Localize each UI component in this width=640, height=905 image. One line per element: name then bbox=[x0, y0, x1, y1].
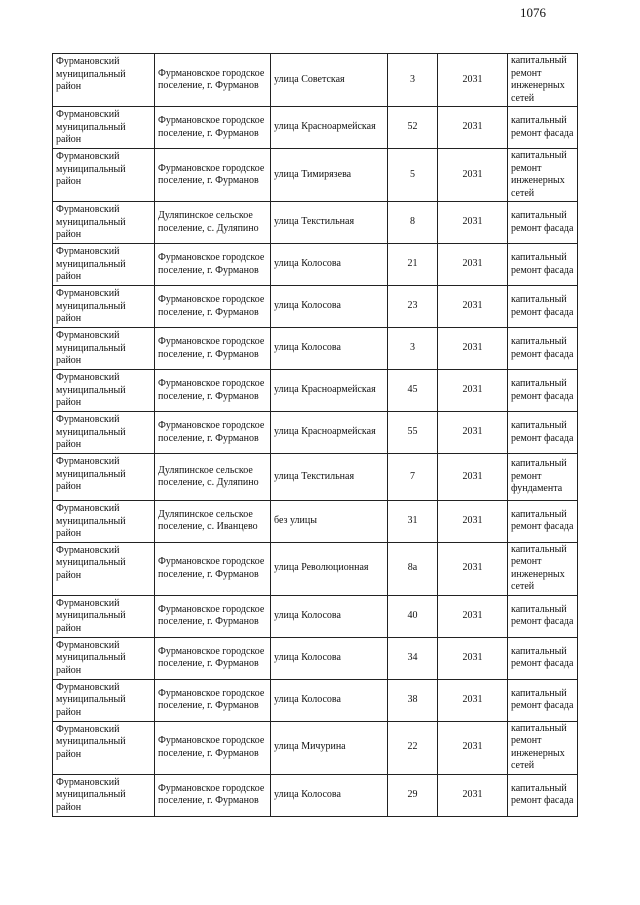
house-number-cell: 3 bbox=[388, 328, 438, 370]
work-type-cell: капитальный ремонт фасада bbox=[508, 679, 578, 721]
work-type-cell: капитальный ремонт фасада bbox=[508, 595, 578, 637]
year-cell: 2031 bbox=[438, 149, 508, 202]
table-row bbox=[53, 774, 578, 816]
year-cell: 2031 bbox=[438, 202, 508, 244]
table-row bbox=[53, 542, 578, 595]
work-type-cell: капитальный ремонт фасада bbox=[508, 637, 578, 679]
settlement-cell: Фурмановское городское поселение, г. Фурманов bbox=[155, 286, 271, 328]
settlement-cell: Фурмановское городское поселение, г. Фурманов bbox=[155, 149, 271, 202]
table-row bbox=[53, 244, 578, 286]
municipality-cell: Фурмановский муниципальный район bbox=[53, 370, 155, 412]
table-body bbox=[53, 54, 578, 817]
year-cell: 2031 bbox=[438, 501, 508, 543]
settlement-cell: Фурмановское городское поселение, г. Фурманов bbox=[155, 412, 271, 454]
year-cell: 2031 bbox=[438, 454, 508, 501]
municipality-cell: Фурмановский муниципальный район bbox=[53, 412, 155, 454]
year-cell: 2031 bbox=[438, 679, 508, 721]
year-cell: 2031 bbox=[438, 54, 508, 107]
settlement-cell: Фурмановское городское поселение, г. Фурманов bbox=[155, 595, 271, 637]
settlement-cell: Фурмановское городское поселение, г. Фурманов bbox=[155, 370, 271, 412]
municipality-cell: Фурмановский муниципальный район bbox=[53, 328, 155, 370]
house-number-cell: 3 bbox=[388, 54, 438, 107]
work-type-cell: капитальный ремонт фасада bbox=[508, 412, 578, 454]
settlement-cell: Фурмановское городское поселение, г. Фурманов bbox=[155, 54, 271, 107]
municipality-cell: Фурмановский муниципальный район bbox=[53, 202, 155, 244]
year-cell: 2031 bbox=[438, 774, 508, 816]
street-cell: улица Красноармейская bbox=[271, 370, 388, 412]
municipality-cell: Фурмановский муниципальный район bbox=[53, 501, 155, 543]
street-cell: улица Красноармейская bbox=[271, 107, 388, 149]
work-type-cell: капитальный ремонт фасада bbox=[508, 774, 578, 816]
street-cell: без улицы bbox=[271, 501, 388, 543]
house-number-cell: 34 bbox=[388, 637, 438, 679]
work-type-cell: капитальный ремонт фасада bbox=[508, 370, 578, 412]
table-row bbox=[53, 454, 578, 501]
municipality-cell: Фурмановский муниципальный район bbox=[53, 595, 155, 637]
house-number-cell: 7 bbox=[388, 454, 438, 501]
street-cell: улица Колосова bbox=[271, 595, 388, 637]
house-number-cell: 52 bbox=[388, 107, 438, 149]
settlement-cell: Дуляпинское сельское поселение, с. Дуляпино bbox=[155, 454, 271, 501]
year-cell: 2031 bbox=[438, 107, 508, 149]
house-number-cell: 5 bbox=[388, 149, 438, 202]
table-row bbox=[53, 370, 578, 412]
house-number-cell: 29 bbox=[388, 774, 438, 816]
house-number-cell: 55 bbox=[388, 412, 438, 454]
street-cell: улица Красноармейская bbox=[271, 412, 388, 454]
year-cell: 2031 bbox=[438, 286, 508, 328]
municipality-cell: Фурмановский муниципальный район bbox=[53, 721, 155, 774]
housing-repair-table bbox=[52, 53, 578, 817]
municipality-cell: Фурмановский муниципальный район bbox=[53, 149, 155, 202]
settlement-cell: Фурмановское городское поселение, г. Фурманов bbox=[155, 721, 271, 774]
year-cell: 2031 bbox=[438, 412, 508, 454]
work-type-cell: капитальный ремонт фасада bbox=[508, 107, 578, 149]
table-row bbox=[53, 202, 578, 244]
table-row bbox=[53, 595, 578, 637]
settlement-cell: Фурмановское городское поселение, г. Фурманов bbox=[155, 542, 271, 595]
house-number-cell: 8 bbox=[388, 202, 438, 244]
work-type-cell: капитальный ремонт инженерных сетей bbox=[508, 542, 578, 595]
work-type-cell: капитальный ремонт фасада bbox=[508, 244, 578, 286]
work-type-cell: капитальный ремонт фундамента bbox=[508, 454, 578, 501]
municipality-cell: Фурмановский муниципальный район bbox=[53, 454, 155, 501]
settlement-cell: Дуляпинское сельское поселение, с. Иванцево bbox=[155, 501, 271, 543]
house-number-cell: 40 bbox=[388, 595, 438, 637]
street-cell: улица Революционная bbox=[271, 542, 388, 595]
table-row bbox=[53, 721, 578, 774]
table-row bbox=[53, 286, 578, 328]
street-cell: улица Тимирязева bbox=[271, 149, 388, 202]
work-type-cell: капитальный ремонт инженерных сетей bbox=[508, 721, 578, 774]
work-type-cell: капитальный ремонт инженерных сетей bbox=[508, 149, 578, 202]
municipality-cell: Фурмановский муниципальный район bbox=[53, 679, 155, 721]
house-number-cell: 38 bbox=[388, 679, 438, 721]
house-number-cell: 8а bbox=[388, 542, 438, 595]
work-type-cell: капитальный ремонт фасада bbox=[508, 501, 578, 543]
street-cell: улица Колосова bbox=[271, 774, 388, 816]
year-cell: 2031 bbox=[438, 244, 508, 286]
house-number-cell: 45 bbox=[388, 370, 438, 412]
municipality-cell: Фурмановский муниципальный район bbox=[53, 542, 155, 595]
house-number-cell: 22 bbox=[388, 721, 438, 774]
street-cell: улица Колосова bbox=[271, 637, 388, 679]
table-row bbox=[53, 54, 578, 107]
year-cell: 2031 bbox=[438, 542, 508, 595]
year-cell: 2031 bbox=[438, 595, 508, 637]
work-type-cell: капитальный ремонт фасада bbox=[508, 286, 578, 328]
settlement-cell: Фурмановское городское поселение, г. Фурманов bbox=[155, 774, 271, 816]
table-row bbox=[53, 107, 578, 149]
settlement-cell: Фурмановское городское поселение, г. Фурманов bbox=[155, 107, 271, 149]
street-cell: улица Колосова bbox=[271, 679, 388, 721]
year-cell: 2031 bbox=[438, 721, 508, 774]
table-row bbox=[53, 412, 578, 454]
municipality-cell: Фурмановский муниципальный район bbox=[53, 54, 155, 107]
settlement-cell: Дуляпинское сельское поселение, с. Дуляпино bbox=[155, 202, 271, 244]
street-cell: улица Колосова bbox=[271, 286, 388, 328]
municipality-cell: Фурмановский муниципальный район bbox=[53, 637, 155, 679]
street-cell: улица Мичурина bbox=[271, 721, 388, 774]
page-number: 1076 bbox=[520, 5, 546, 20]
year-cell: 2031 bbox=[438, 328, 508, 370]
table-row bbox=[53, 328, 578, 370]
municipality-cell: Фурмановский муниципальный район bbox=[53, 286, 155, 328]
municipality-cell: Фурмановский муниципальный район bbox=[53, 774, 155, 816]
table-row bbox=[53, 501, 578, 543]
house-number-cell: 31 bbox=[388, 501, 438, 543]
settlement-cell: Фурмановское городское поселение, г. Фурманов bbox=[155, 244, 271, 286]
street-cell: улица Колосова bbox=[271, 244, 388, 286]
settlement-cell: Фурмановское городское поселение, г. Фурманов bbox=[155, 637, 271, 679]
house-number-cell: 23 bbox=[388, 286, 438, 328]
settlement-cell: Фурмановское городское поселение, г. Фурманов bbox=[155, 679, 271, 721]
municipality-cell: Фурмановский муниципальный район bbox=[53, 244, 155, 286]
house-number-cell: 21 bbox=[388, 244, 438, 286]
work-type-cell: капитальный ремонт инженерных сетей bbox=[508, 54, 578, 107]
street-cell: улица Текстильная bbox=[271, 454, 388, 501]
street-cell: улица Колосова bbox=[271, 328, 388, 370]
table-row bbox=[53, 637, 578, 679]
settlement-cell: Фурмановское городское поселение, г. Фурманов bbox=[155, 328, 271, 370]
municipality-cell: Фурмановский муниципальный район bbox=[53, 107, 155, 149]
street-cell: улица Советская bbox=[271, 54, 388, 107]
year-cell: 2031 bbox=[438, 637, 508, 679]
work-type-cell: капитальный ремонт фасада bbox=[508, 202, 578, 244]
work-type-cell: капитальный ремонт фасада bbox=[508, 328, 578, 370]
table-row bbox=[53, 679, 578, 721]
year-cell: 2031 bbox=[438, 370, 508, 412]
table-row bbox=[53, 149, 578, 202]
street-cell: улица Текстильная bbox=[271, 202, 388, 244]
